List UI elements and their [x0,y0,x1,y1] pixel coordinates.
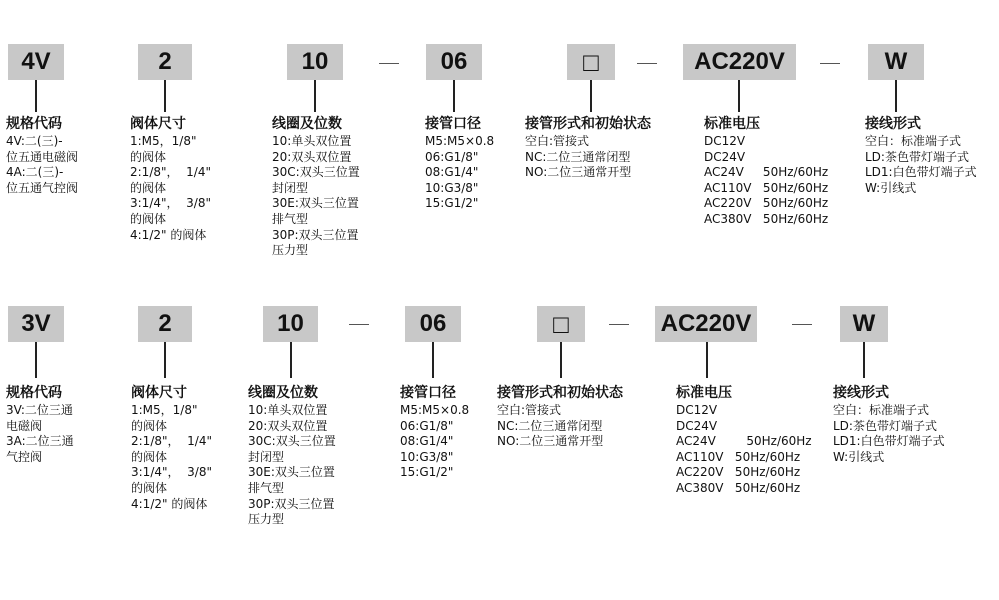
block-line: LD1:白色带灯端子式 [833,434,945,449]
connector-line [738,80,740,112]
block-line: LD:茶色带灯端子式 [865,149,969,164]
block-line: W:引线式 [833,449,885,464]
code-box-text: 4V [21,48,51,75]
block-line: 3:1/4"， 3/8" [130,196,211,211]
block-line: AC380V 50Hz/60Hz [676,480,801,495]
block-line: 排气型 [248,480,285,495]
block-title: 接管形式和初始状态 [497,385,623,401]
block-line: AC24V 50Hz/60Hz [704,165,829,180]
block-title: 接线形式 [833,385,889,401]
connector-line [164,80,166,112]
block-line: 封闭型 [272,180,309,195]
block-line: 30C:双头三位置 [248,434,336,449]
block-line: NO:二位三通常开型 [497,434,604,449]
code-box-text: AC220V [660,310,752,337]
code-box-text: 10 [301,48,329,75]
code-row-3v [0,268,999,538]
code-box-wiring [868,44,924,80]
block-line: 2:1/8"， 1/4" [131,434,212,449]
block-line: 的阀体 [130,149,167,164]
connector-line [706,342,708,378]
block-title: 线圈及位数 [272,116,342,132]
block-line: 15:G1/2" [425,196,479,211]
block-line: DC12V [676,403,718,417]
voltage-block [704,115,828,228]
code-box-wiring [840,306,888,342]
connector-line [590,80,592,112]
block-line: 30P:双头三位置 [248,496,335,511]
port-size-block [400,384,469,481]
code-box-coil [287,44,343,80]
code-box-body-size [138,306,192,342]
block-line: 10:G3/8" [425,180,479,195]
block-title: 接管形式和初始状态 [525,116,651,132]
block-line: 08:G1/4" [425,165,479,180]
code-box-text: 10 [277,310,304,337]
code-box-text: 06 [440,48,468,75]
separator-dash [820,63,840,64]
connector-line [314,80,316,112]
body-size-block [130,115,211,243]
block-line: 4A:二(三)- [6,165,64,180]
coil-position-block [272,115,360,259]
body-size-block [131,384,212,512]
block-line: 30C:双头三位置 [272,165,360,180]
code-box-port-size [405,306,461,342]
block-line: LD1:白色带灯端子式 [865,165,977,180]
block-line: 15:G1/2" [400,465,454,480]
code-box-text: 2 [158,310,172,337]
connector-line [863,342,865,378]
port-type-block [525,115,651,181]
spec-code-block [6,115,78,196]
block-line: NO:二位三通常开型 [525,165,632,180]
block-line: 空白：标准端子式 [833,403,930,417]
code-box-spec [8,306,64,342]
block-line: AC220V 50Hz/60Hz [676,465,801,480]
block-line: 4:1/2" 的阀体 [130,227,207,242]
block-line: 气控阀 [6,449,43,464]
connector-line [35,80,37,112]
block-title: 标准电压 [704,116,760,132]
code-box-text: □ [553,308,569,339]
block-line: 1:M5，1/8" [131,403,198,417]
code-box-coil [263,306,318,342]
port-size-block [425,115,494,212]
code-box-spec [8,44,64,80]
code-box-voltage [683,44,796,80]
block-line: LD:茶色带灯端子式 [833,418,937,433]
block-line: AC110V 50Hz/60Hz [676,449,801,464]
block-line: AC220V 50Hz/60Hz [704,196,829,211]
connector-line [35,342,37,378]
block-line: 30E:双头三位置 [248,465,335,480]
block-line: 位五通电磁阀 [6,149,79,164]
code-box-port-type [567,44,615,80]
block-line: 3V:二位三通 [6,403,73,417]
connector-line [895,80,897,112]
separator-dash [637,63,657,64]
code-box-text: W [852,310,876,337]
connector-line [453,80,455,112]
connector-line [432,342,434,378]
separator-dash [609,324,629,325]
spec-code-block [6,384,74,465]
block-line: 10:单头双位置 [248,403,328,417]
block-line: 排气型 [272,211,309,226]
connector-line [560,342,562,378]
code-box-voltage [655,306,757,342]
block-line: 电磁阀 [6,418,43,433]
block-title: 阀体尺寸 [130,116,186,132]
separator-dash [792,324,812,325]
code-box-body-size [138,44,192,80]
block-line: 的阀体 [130,180,167,195]
block-title: 接管口径 [400,385,456,401]
code-box-text: 3V [21,310,51,337]
block-line: 06:G1/8" [400,418,454,433]
code-box-text: □ [583,46,599,77]
block-line: 位五通气控阀 [6,180,79,195]
block-line: 30E:双头三位置 [272,196,359,211]
block-line: 空白:管接式 [525,134,590,148]
block-line: 1:M5，1/8" [130,134,197,148]
block-line: 20:双头双位置 [272,149,352,164]
code-box-text: AC220V [694,48,785,75]
voltage-block [676,384,812,497]
block-line: DC12V [704,134,746,148]
block-title: 标准电压 [676,385,732,401]
block-title: 规格代码 [6,116,62,132]
block-line: 20:双头双位置 [248,418,328,433]
block-line: 2:1/8"， 1/4" [130,165,211,180]
block-line: DC24V [704,149,746,164]
block-line: 压力型 [248,512,285,527]
separator-dash [349,324,369,325]
block-title: 阀体尺寸 [131,385,187,401]
separator-dash [379,63,399,64]
block-line: 空白:管接式 [497,403,562,417]
block-line: 10:单头双位置 [272,134,352,148]
block-line: 的阀体 [130,211,167,226]
block-line: 10:G3/8" [400,449,454,464]
block-line: 3:1/4"， 3/8" [131,465,212,480]
block-line: 封闭型 [248,449,285,464]
block-line: AC110V 50Hz/60Hz [704,180,829,195]
wiring-block [865,115,977,196]
block-line: 06:G1/8" [425,149,479,164]
port-type-block [497,384,623,450]
wiring-block [833,384,945,465]
code-row-4v [0,0,999,270]
coil-position-block [248,384,336,528]
block-line: M5:M5×0.8 [425,134,495,148]
block-line: 30P:双头三位置 [272,227,359,242]
block-line: 4:1/2" 的阀体 [131,496,208,511]
block-title: 接管口径 [425,116,481,132]
connector-line [164,342,166,378]
block-title: 规格代码 [6,385,62,401]
code-box-text: 2 [158,48,172,75]
block-line: 3A:二位三通 [6,434,74,449]
block-line: 的阀体 [131,480,168,495]
code-box-port-type [537,306,585,342]
block-title: 线圈及位数 [248,385,318,401]
block-line: NC:二位三通常闭型 [525,149,631,164]
block-line: 压力型 [272,243,309,258]
code-box-text: 06 [419,310,447,337]
block-line: 4V:二(三)- [6,134,63,148]
connector-line [290,342,292,378]
block-line: 08:G1/4" [400,434,454,449]
code-box-text: W [884,48,908,75]
block-line: W:引线式 [865,180,917,195]
block-line: 空白：标准端子式 [865,134,962,148]
block-line: AC24V 50Hz/60Hz [676,434,812,449]
code-box-port-size [426,44,482,80]
block-line: 的阀体 [131,449,168,464]
block-line: AC380V 50Hz/60Hz [704,211,829,226]
block-line: M5:M5×0.8 [400,403,470,417]
block-title: 接线形式 [865,116,921,132]
block-line: NC:二位三通常闭型 [497,418,603,433]
block-line: 的阀体 [131,418,168,433]
block-line: DC24V [676,418,718,433]
